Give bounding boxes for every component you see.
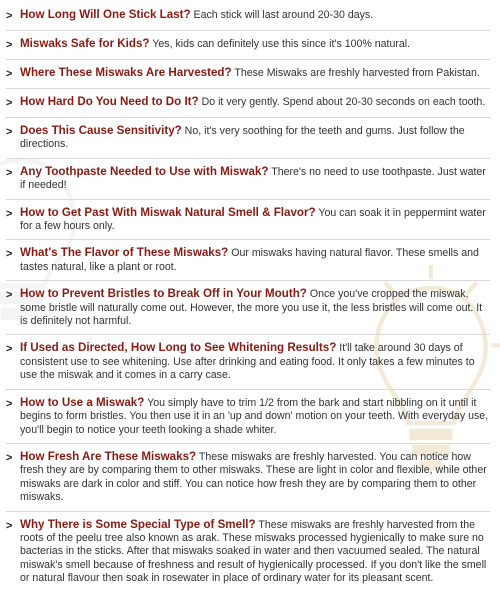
chevron-right-icon: >: [6, 207, 13, 220]
faq-item: [6, 66, 490, 89]
chevron-right-icon: >: [6, 451, 13, 464]
chevron-right-icon: >: [6, 397, 13, 410]
faq-answer: No, it's very soothing for the teeth and gums. Just follow the directions.: [20, 125, 465, 151]
faq-text: [20, 287, 490, 328]
faq-text: [20, 124, 490, 152]
chevron-right-icon: >: [6, 68, 13, 80]
faq-item: [6, 165, 490, 200]
faq-question: How Hard Do You Need to Do It?: [20, 95, 199, 108]
faq-question: How to Prevent Bristles to Break Off in Your Mouth?: [20, 287, 307, 301]
faq-item: [6, 396, 490, 444]
faq-answer: Our miswaks having natural flavor. These smells and tastes natural, like a plant or root.: [20, 247, 479, 273]
chevron-right-icon: >: [6, 248, 13, 261]
chevron-right-icon: >: [6, 97, 13, 109]
chevron-right-icon: >: [6, 10, 13, 22]
faq-text: [20, 246, 490, 274]
faq-answer: There's no need to use toothpaste. Just water if needed!: [20, 165, 486, 192]
faq-text: [20, 37, 490, 51]
faq-question: What's The Flavor of These Miswaks?: [20, 246, 229, 260]
faq-text: [20, 165, 490, 193]
faq-item: [6, 450, 490, 512]
faq-question: Any Toothpaste Needed to Use with Miswak?: [20, 164, 269, 178]
faq-text: [20, 66, 490, 80]
faq-question: How to Get Past With Miswak Natural Smell & Flavor?: [20, 205, 316, 219]
faq-answer: Do it very gently. Spend about 20-30 seconds on each tooth.: [201, 96, 486, 108]
faq-answer: You can soak it in peppermint water for a few hours only.: [20, 206, 486, 233]
faq-question: How Fresh Are These Miswaks?: [20, 449, 197, 463]
faq-answer: Once you've cropped the miswak, some bristle will naturally come out. However, the more you use it, the less bristles will come out. It is definitely not harmful.: [20, 288, 483, 328]
faq-answer: Each stick will last around 20-30 days.: [193, 9, 374, 21]
chevron-right-icon: >: [6, 166, 13, 179]
faq-text: [20, 341, 490, 382]
faq-text: [20, 518, 490, 586]
chevron-right-icon: >: [6, 289, 13, 302]
faq-question: Miswaks Safe for Kids?: [20, 37, 150, 50]
faq-item: [6, 95, 490, 118]
faq-answer: It'll take around 30 days of consistent use to see whitening. Use after drinking and eating food. It only takes a few minutes to use the miswak and it comes in a carry case.: [20, 342, 475, 382]
faq-item: [6, 518, 490, 592]
faq-answer: These miswaks are freshly harvested from the roots of the peelu tree also known as arak. These miswaks processed hygienically to make sure no bacterias in the sticks. After that miswaks soaked in water and then vacuumed sealed. The natural miswak's smell because of freshness and result of hygienically processed. If you don't like the smell or natural flavour then soak in rosewater in place of ordinary water for its pleasant scent.: [20, 518, 487, 585]
chevron-right-icon: >: [6, 126, 13, 138]
faq-question: How Long Will One Stick Last?: [20, 8, 191, 21]
chevron-right-icon: >: [6, 39, 13, 51]
faq-answer: These Miswaks are freshly harvested from Pakistan.: [234, 67, 480, 79]
faq-text: [20, 396, 490, 437]
faq-text: [20, 206, 490, 234]
faq-item: [6, 206, 490, 241]
faq-item: [6, 287, 490, 335]
faq-item: [6, 37, 490, 60]
faq-item: [6, 341, 490, 389]
faq-item: [6, 246, 490, 281]
faq-text: [20, 450, 490, 505]
faq-question: Does This Cause Sensitivity?: [20, 124, 182, 137]
faq-answer: These miswaks are freshly harvested. You can notice how fresh they are by comparing them to other miswaks. These are light in color and flexible, while other miswaks are dark in color and stiff. You can notice how fresh they are by comparing them to other miswaks.: [20, 450, 487, 504]
chevron-right-icon: >: [6, 519, 13, 532]
faq-answer: Yes, kids can definitely use this since it's 100% natural.: [152, 38, 411, 50]
faq-answer: You simply have to trim 1/2 from the bark and start nibbling on it until it begins to form bristles. You then use it in an 'up and down' motion on your teeth. With everyday use, you'll begin to notice your teeth looking a shade whiter.: [20, 396, 489, 436]
faq-question: If Used as Directed, How Long to See Whitening Results?: [20, 341, 337, 355]
faq-text: [20, 95, 490, 109]
faq-text: [20, 8, 490, 22]
faq-item: [6, 8, 490, 31]
faq-question: How to Use a Miswak?: [20, 395, 145, 409]
chevron-right-icon: >: [6, 343, 13, 356]
faq-item: [6, 124, 490, 159]
faq-question: Why There is Some Special Type of Smell?: [20, 517, 256, 531]
faq-question: Where These Miswaks Are Harvested?: [20, 66, 232, 79]
